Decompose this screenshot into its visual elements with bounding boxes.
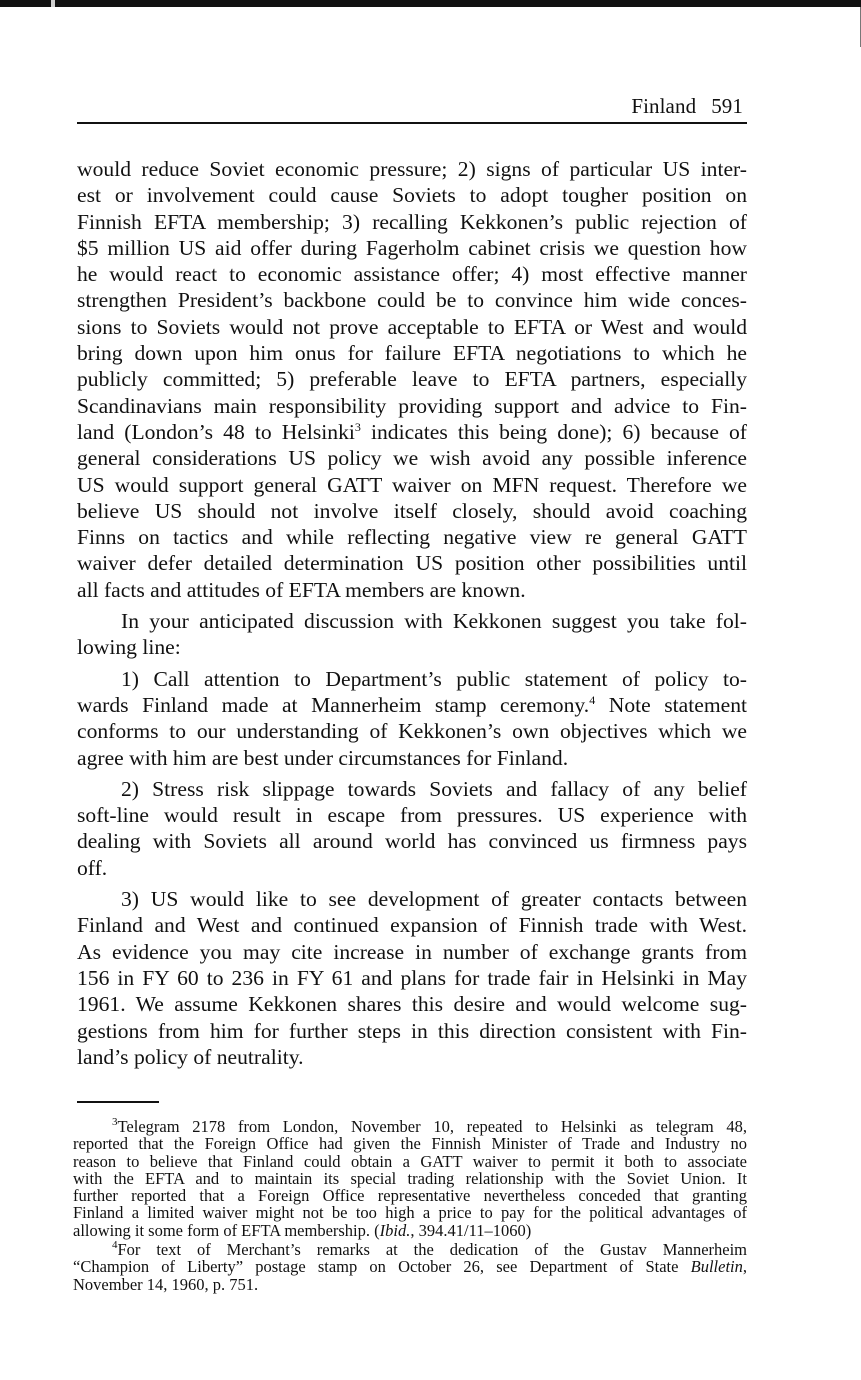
- text-line: In your anticipated discussion with Kekkonen suggest you take fol-: [121, 609, 747, 634]
- footnote-line: [73, 1135, 747, 1152]
- text-line: soft-line would result in escape from pressures. US experience with: [77, 803, 747, 828]
- text-line: Finnish EFTA membership; 3) recalling Kekkonen’s public rejection of: [77, 209, 747, 234]
- text-line: agree with him are best under circumstances for Finland.: [77, 745, 569, 770]
- text-line: general considerations US policy we wish avoid any possible inference: [77, 446, 747, 471]
- line-text: For text of Merchant’s remarks at the dedication of the Gustav Mannerheim: [117, 1240, 747, 1260]
- line-text: land (London’s 48 to Helsinki: [77, 419, 355, 444]
- footnote-line: [73, 1153, 747, 1170]
- paragraph: [77, 608, 747, 661]
- header-rule: [77, 122, 747, 124]
- text-line: Scandinavians main responsibility providing support and advice to Fin-: [77, 393, 747, 418]
- text-line: gestions from him for further steps in this direction consistent with Fin-: [77, 1018, 747, 1043]
- footnote-line: [73, 1258, 747, 1275]
- text-line: he would react to economic assistance offer; 4) most effective manner: [77, 262, 747, 287]
- page-header: [77, 92, 747, 124]
- line-text: November 14, 1960, p. 751.: [73, 1274, 259, 1294]
- line-text: ,: [742, 1257, 747, 1277]
- text-line: believe US should not involve itself closely, should avoid coaching: [77, 498, 747, 523]
- footnote-reference: 4: [589, 692, 596, 707]
- text-line: 156 in FY 60 to 236 in FY 61 and plans for trade fair in Helsinki in May: [77, 965, 747, 990]
- paragraph: [77, 776, 747, 881]
- scan-border-top: [0, 0, 861, 7]
- text-line: 1) Call attention to Department’s public statement of policy to-: [121, 666, 747, 691]
- text-line: all facts and attitudes of EFTA members are known.: [77, 577, 526, 602]
- text-line: publicly committed; 5) preferable leave to EFTA partners, especially: [77, 367, 747, 392]
- footnote-reference: 3: [354, 419, 361, 434]
- text-line: conforms to our understanding of Kekkonen’s own objectives which we: [77, 719, 747, 744]
- scan-notch: [51, 0, 55, 7]
- running-head: [631, 94, 743, 119]
- paragraph: [77, 886, 747, 1070]
- text-line: off.: [77, 855, 108, 880]
- line-text: Telegram 2178 from London, November 10, repeated to Helsinki as telegram 48,: [117, 1117, 747, 1136]
- text-line: [77, 692, 747, 718]
- text-line: est or involvement could cause Soviets to adopt tougher position on: [77, 183, 747, 208]
- page-number: 591: [711, 94, 743, 118]
- line-text: allowing it some form of EFTA membership. (: [73, 1220, 380, 1240]
- text-line: US would support general GATT waiver on MFN request. Therefore we: [77, 472, 747, 497]
- text-line: Finns on tactics and while reflecting negative view re general GATT: [77, 525, 747, 550]
- footnote-line: [73, 1204, 747, 1221]
- footnote-line: [73, 1276, 747, 1293]
- text-line: $5 million US aid offer during Fagerholm cabinet crisis we question how: [77, 235, 747, 260]
- footnote-line: [73, 1222, 747, 1239]
- footnote-line: [73, 1187, 747, 1204]
- footnote: [73, 1118, 747, 1239]
- text-line: Finland and West and continued expansion of Finnish trade with West.: [77, 913, 747, 938]
- footnote-number: 4: [112, 1239, 118, 1252]
- text-line: 1961. We assume Kekkonen shares this desire and would welcome sug-: [77, 992, 747, 1017]
- text-line: bring down upon him onus for failure EFTA negotiations to which he: [77, 341, 747, 366]
- line-text: further reported that a Foreign Office representative nevertheless conceded that granting: [73, 1186, 747, 1206]
- text-line: dealing with Soviets all around world has convinced us firmness pays: [77, 829, 747, 854]
- running-head-title: Finland: [631, 94, 697, 118]
- footnote-line: [73, 1241, 747, 1258]
- text-line: waiver defer detailed determination US position other possibilities until: [77, 551, 747, 576]
- text-line: strengthen President’s backbone could be to convince him wide conces-: [77, 288, 747, 313]
- line-text: “Champion of Liberty” postage stamp on October 26, see Department of State: [73, 1257, 691, 1277]
- footnotes: [73, 1118, 747, 1293]
- text-line: [77, 419, 747, 445]
- line-text: indicates this being done); 6) because of: [360, 419, 747, 444]
- footnote-line: [73, 1118, 747, 1135]
- footnote-number: 3: [112, 1116, 118, 1128]
- italic-title: Bulletin: [690, 1257, 743, 1277]
- italic-title: Ibid.: [379, 1220, 411, 1240]
- line-text: reason to believe that Finland could obtain a GATT waiver to permit it both to associate: [73, 1151, 747, 1171]
- footnote: [73, 1241, 747, 1293]
- text-line: As evidence you may cite increase in number of exchange grants from: [77, 939, 747, 964]
- body-text: [77, 156, 747, 1070]
- text-line: 2) Stress risk slippage towards Soviets and fallacy of any belief: [121, 776, 747, 801]
- line-text: with the EFTA and to maintain its special trading relationship with the Soviet Union. It: [73, 1168, 747, 1188]
- paragraph: [77, 156, 747, 603]
- footnote-line: [73, 1170, 747, 1187]
- text-line: land’s policy of neutrality.: [77, 1044, 304, 1069]
- line-text: wards Finland made at Mannerheim stamp ceremony.: [77, 692, 590, 717]
- line-text: reported that the Foreign Office had given the Finnish Minister of Trade and Industry no: [73, 1134, 747, 1154]
- footnote-rule: [77, 1101, 159, 1103]
- line-text: Finland a limited waiver might not be too high a price to pay for the political advantages of: [73, 1203, 747, 1223]
- line-text: Note statement: [595, 692, 747, 717]
- line-text: , 394.41/11–1060): [410, 1220, 532, 1240]
- text-line: would reduce Soviet economic pressure; 2) signs of particular US inter-: [77, 157, 747, 181]
- text-line: lowing line:: [77, 635, 181, 660]
- paragraph: [77, 666, 747, 771]
- text-line: 3) US would like to see development of greater contacts between: [121, 887, 747, 912]
- text-line: sions to Soviets would not prove acceptable to EFTA or West and would: [77, 314, 747, 339]
